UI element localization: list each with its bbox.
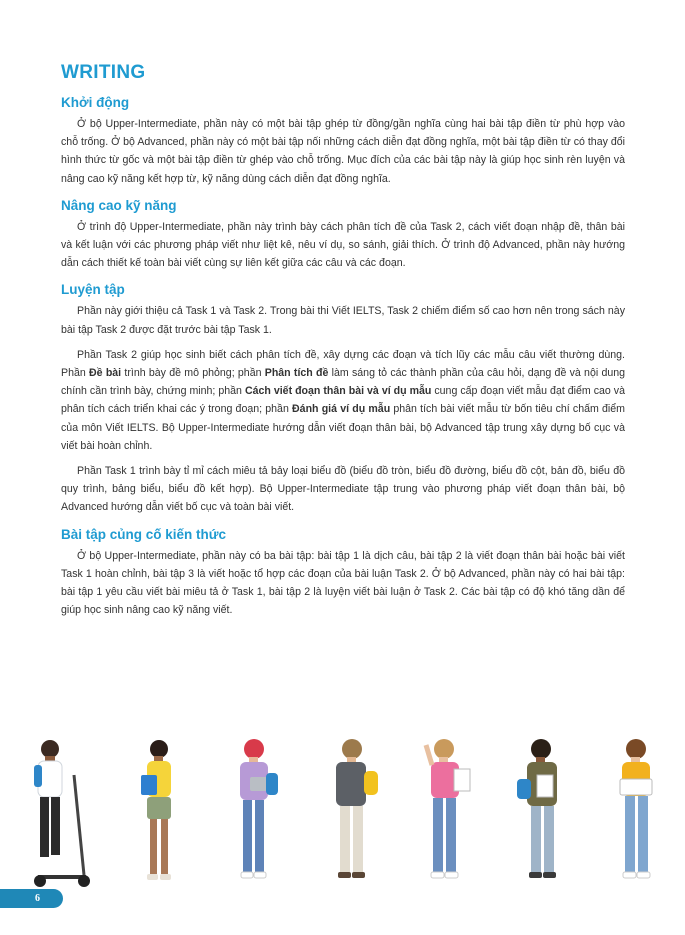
section-warmup [61,94,625,188]
section-heading: Nâng cao kỹ năng [61,197,177,213]
student-open-laptop-icon [608,735,664,890]
bold-term: Đề bài [89,367,122,380]
student-scooter-icon [28,735,100,890]
section-heading: Bài tập củng cố kiến thức [61,526,227,542]
paragraph: Ở bộ Upper-Intermediate, phần này có ba bài tập: bài tập 1 là dịch câu, bài tập 2 là viết đoạn thân bài hoặc bài viết Task 1 hoàn chỉnh, bài tập 3 là viết hoặc tổ hợp các đoạn của bài luận Task 2. Ở bộ Advanced, phần này có hai bài tập: bài tập 1 yêu cầu viết bài miêu tả ở Task 1, bài tập 2 là luyện viết bài luận ở Task 2. Các bài tập có độ khó tăng dần để giúp học sinh nâng cao kỹ năng viết. [61,549,625,617]
paragraph: Ở bộ Upper-Intermediate, phần này có một bài tập ghép từ đồng/gần nghĩa cùng hai bài tập điền từ phù hợp vào chỗ trống. Ở bộ Advanced, phần này có một bài tập nối những cách diễn đạt đồng nghĩa, một bài tập điền từ có thay đổi hình thức từ gốc và một bài tập điền từ ghép vào chỗ trống. Mục đích của các bài tập này là giúp học sinh rèn luyện và nâng cao kỹ năng kết hợp từ, kỹ năng dùng cách diễn đạt đồng nghĩa. [61,118,625,185]
section-exercises [61,526,625,620]
student-clipboard-icon [513,735,567,890]
bold-term: Cách viết đoạn thân bài và ví dụ mẫu [244,385,432,398]
student-books-icon [133,735,183,890]
paragraph [61,346,625,455]
section-heading: Luyện tập [61,282,125,298]
student-backpack-icon [326,735,384,890]
page-number-tab [0,889,63,908]
bold-term: Phân tích đề [264,367,329,380]
section-practice [61,281,625,516]
text-run: làm sáng tỏ các thành phần của câu hỏi, dạng đề và nội dung chính cần trình bày, chứng minh; phần [61,367,626,398]
content-area [61,62,625,628]
paragraph: Ở trình độ Upper-Intermediate, phần này trình bày cách phân tích đề của Task 2, cách viết đoạn nhập đề, thân bài và kết luận với các phương pháp viết như liệt kê, nêu ví dụ, so sánh, giải thích. Ở trình độ Advanced, phần này hướng dẫn cách thiết kế toàn bài viết cùng sự liên kết giữa các câu và các đoạn. [61,220,625,270]
text-run: trình bày đề mô phỏng; phần [121,367,265,380]
students-illustration [0,735,685,895]
student-laptop-icon [228,735,284,890]
page-number: 6 [35,893,40,904]
paragraph: Phần Task 1 trình bày tỉ mỉ cách miêu tả bảy loại biểu đồ (biểu đồ tròn, biểu đồ đường, biểu đồ cột, bản đồ, biểu đồ quy trình, bảng biểu, biểu đồ kết hợp). Bộ Upper-Intermediate tập trung vào phương pháp viết đoạn thân bài, bộ Advanced hướng dẫn viết bố cục và toàn bài viết. [61,465,625,514]
section-heading: Khởi động [61,95,130,110]
section-skills [61,197,625,273]
text-run: Phần Task 2 giúp học sinh biết cách phân tích đề, xây dựng các đoạn và tích lũy các mẫu câu viết thường dùng. Phần [61,348,625,380]
bold-term: Đánh giá ví dụ mẫu [292,403,391,416]
student-paper-icon [422,735,476,890]
text-run: cung cấp đoạn viết mẫu đạt điểm cao và phân tích cách triển khai các ý trong đoạn; phần [61,385,625,416]
paragraph: Phần này giới thiệu cả Task 1 và Task 2. Trong bài thi Viết IELTS, Task 2 chiếm điểm số cao hơn nên trong sách này bài tập Task 2 được đặt trước bài tập Task 1. [61,305,625,336]
page-title: WRITING [61,62,146,83]
text-run: phân tích bài viết mẫu từ bốn tiêu chí chấm điểm của môn Viết IELTS. Bộ Upper-Intermediate hướng dẫn viết đoạn thân bài, bộ Advanced tập trung xây dựng bố cục và viết bài hoàn chỉnh. [61,403,625,452]
